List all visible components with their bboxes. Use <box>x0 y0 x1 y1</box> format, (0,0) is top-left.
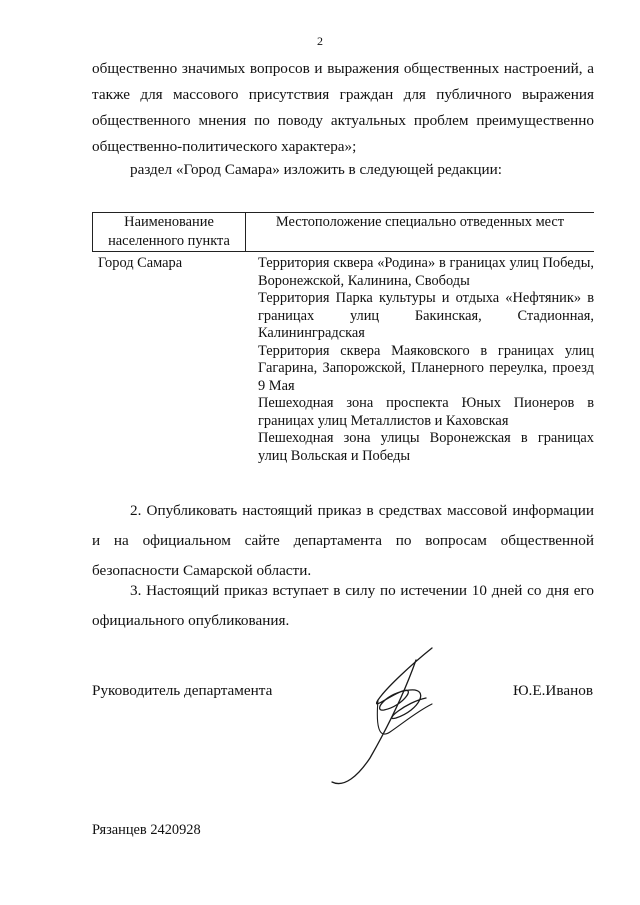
signatory-name: Ю.Е.Иванов <box>512 682 593 699</box>
location-item: Территория сквера «Родина» в границах улиц Победы, Воронежской, Калинина, Свободы <box>258 255 594 289</box>
table-row <box>92 255 594 465</box>
intro-paragraph: общественно значимых вопросов и выражения общественных настроений, а также для массового присутствия граждан для публичного выражения общественного мнения по поводу актуальных проблем преимущественно общественно-политического характера»; <box>92 60 594 155</box>
header-settlement: Наименование населенного пункта <box>93 213 246 251</box>
section-line: раздел «Город Самара» изложить в следующей редакции: <box>130 161 502 178</box>
location-item: Территория сквера Маяковского в границах улиц Гагарина, Запорожской, Планерного переулка, проезд 9 Мая <box>258 342 594 394</box>
page-number: 2 <box>317 34 323 48</box>
location-item: Территория Парка культуры и отдыха «Нефтяник» в границах улиц Бакинская, Стадионная, Калининградская <box>258 290 594 341</box>
location-item: Пешеходная зона улицы Воронежская в границах улиц Вольская и Победы <box>258 430 594 464</box>
table-header <box>92 212 594 252</box>
executor-footer: Рязанцев 2420928 <box>92 822 201 838</box>
signatory-title: Руководитель департамента <box>92 682 273 699</box>
places-table <box>92 212 594 465</box>
settlement-cell: Город Самара <box>98 255 183 271</box>
signature-image <box>320 640 470 790</box>
locations-cell <box>250 255 594 465</box>
location-item: Пешеходная зона проспекта Юных Пионеров в границах улиц Металлистов и Каховская <box>258 395 594 429</box>
header-location: Местоположение специально отведенных мест <box>275 214 565 230</box>
item-3-paragraph: 3. Настоящий приказ вступает в силу по истечении 10 дней со дня его официального опубликования. <box>92 582 594 629</box>
item-2-paragraph: 2. Опубликовать настоящий приказ в средствах массовой информации и на официальном сайте департамента по вопросам общественной безопасности Самарской области. <box>92 502 594 579</box>
